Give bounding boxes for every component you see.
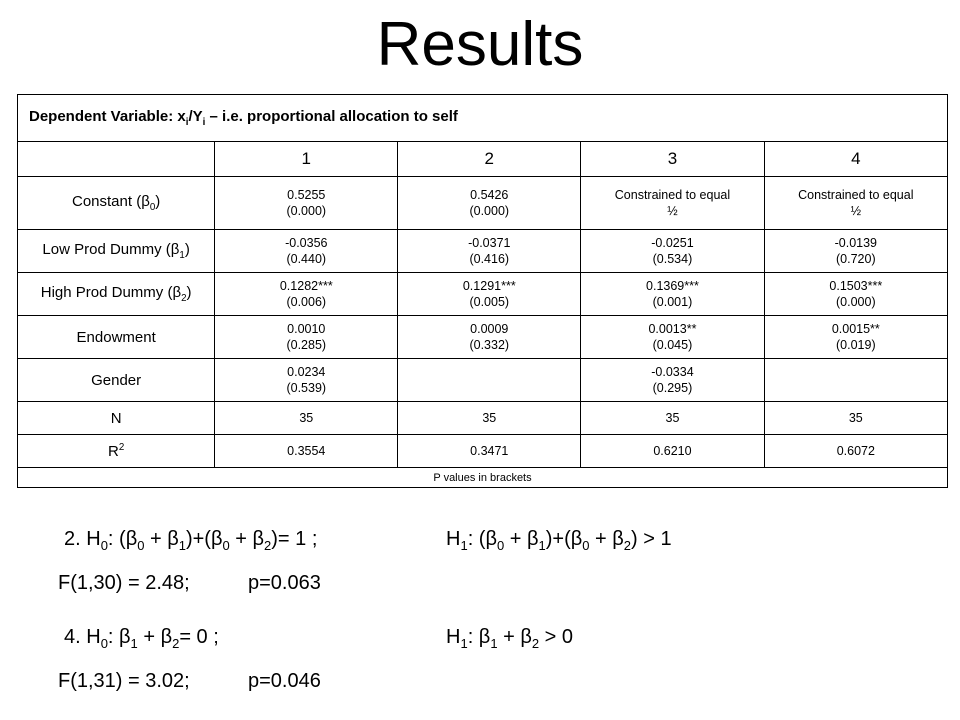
table-cell: 35 bbox=[215, 402, 398, 435]
column-header: 4 bbox=[764, 142, 947, 177]
table-cell: 0.0015** (0.019) bbox=[764, 316, 947, 359]
column-header-row bbox=[18, 142, 948, 177]
table-cell: Constrained to equal ½ bbox=[581, 177, 764, 230]
table-cell: 0.0234 (0.539) bbox=[215, 359, 398, 402]
row-label: Gender bbox=[18, 359, 215, 402]
table-cell: 35 bbox=[581, 402, 764, 435]
test-2-h0: 2. $H_0$: $(\beta_0 + \beta_1)+(\beta_0 + \beta_2)= 1$ ; bbox=[64, 528, 318, 553]
table-cell: 0.0010 (0.285) bbox=[215, 316, 398, 359]
table-cell: 0.0013** (0.045) bbox=[581, 316, 764, 359]
row-label: Low Prod Dummy $(\beta_1)$ bbox=[18, 230, 215, 273]
table-footnote: P values in brackets bbox=[18, 468, 948, 488]
test-4-h1: $H_1$: $\beta_1 + \beta_2 > 0$ bbox=[446, 626, 573, 651]
test-2-statistic: F(1,30) = 2.48; bbox=[58, 572, 190, 594]
table-cell: -0.0356 (0.440) bbox=[215, 230, 398, 273]
test-2-h1: $H_1$: $(\beta_0 + \beta_1)+(\beta_0 + \beta_2) > 1$ bbox=[446, 528, 672, 553]
test-4-h0: 4. $H_0$: $\beta_1 + \beta_2= 0$ ; bbox=[64, 626, 219, 651]
test-4-hypotheses bbox=[64, 626, 573, 651]
table-cell: -0.0371 (0.416) bbox=[398, 230, 581, 273]
table-cell: 0.5255 (0.000) bbox=[215, 177, 398, 230]
table-cell: 35 bbox=[764, 402, 947, 435]
table-cell bbox=[764, 359, 947, 402]
slide-title: Results bbox=[376, 10, 584, 79]
corner-cell bbox=[18, 142, 215, 177]
test-4-pvalue: p=0.046 bbox=[248, 670, 321, 692]
table-cell: 0.3471 bbox=[398, 435, 581, 468]
table-cell: -0.0251 (0.534) bbox=[581, 230, 764, 273]
table-cell bbox=[398, 359, 581, 402]
row-label: Constant $(\beta_0)$ bbox=[18, 177, 215, 230]
row-label: High Prod Dummy $(\beta_2)$ bbox=[18, 273, 215, 316]
table-cell: 35 bbox=[398, 402, 581, 435]
test-2-pvalue: p=0.063 bbox=[248, 572, 321, 594]
column-header: 2 bbox=[398, 142, 581, 177]
table-row-endowment bbox=[18, 316, 948, 359]
table-cell: 0.1503*** (0.000) bbox=[764, 273, 947, 316]
header-text: Dependent Variable: x bbox=[29, 108, 186, 125]
table-row-low-prod bbox=[18, 230, 948, 273]
test-4-result bbox=[58, 670, 321, 693]
table-row-constant bbox=[18, 177, 948, 230]
test-4-statistic: F(1,31) = 3.02; bbox=[58, 670, 190, 692]
table-row-high-prod bbox=[18, 273, 948, 316]
table-cell: 0.6072 bbox=[764, 435, 947, 468]
test-2-hypotheses bbox=[64, 528, 672, 553]
table-row-r2 bbox=[18, 435, 948, 468]
test-2-result bbox=[58, 572, 321, 595]
table-cell: 0.1291*** (0.005) bbox=[398, 273, 581, 316]
table-cell: 0.0009 (0.332) bbox=[398, 316, 581, 359]
table-header-cell: Dependent Variable: $x_i/Y_i - i.e$. proportional allocation to self bbox=[18, 95, 948, 142]
table-cell: -0.0334 (0.295) bbox=[581, 359, 764, 402]
table-cell: 0.3554 bbox=[215, 435, 398, 468]
table-cell: Constrained to equal ½ bbox=[764, 177, 947, 230]
row-label: Endowment bbox=[18, 316, 215, 359]
column-header: 3 bbox=[581, 142, 764, 177]
table-row-n bbox=[18, 402, 948, 435]
table-cell: 0.6210 bbox=[581, 435, 764, 468]
table-cell: 0.5426 (0.000) bbox=[398, 177, 581, 230]
table-cell: 0.1369*** (0.001) bbox=[581, 273, 764, 316]
results-table bbox=[17, 94, 948, 488]
row-label: N bbox=[18, 402, 215, 435]
table-cell: 0.1282*** (0.006) bbox=[215, 273, 398, 316]
column-header: 1 bbox=[215, 142, 398, 177]
row-label: $R^2$ bbox=[18, 435, 215, 468]
table-row-gender bbox=[18, 359, 948, 402]
table-cell: -0.0139 (0.720) bbox=[764, 230, 947, 273]
table-footer-row bbox=[18, 468, 948, 488]
